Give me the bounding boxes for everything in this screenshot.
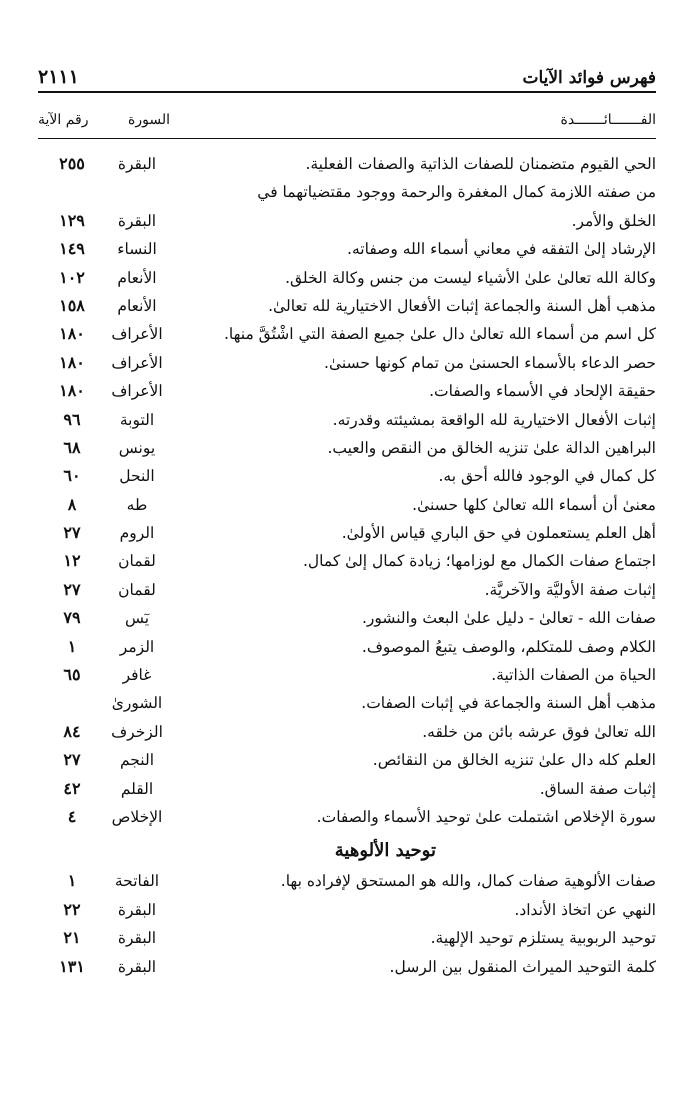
surah-name: الأعراف xyxy=(111,325,163,344)
verse-number: ٢٢ xyxy=(63,899,81,919)
fact-text: إثبات صفة الساق. xyxy=(539,779,656,798)
verse-number: ١٢٩ xyxy=(59,210,85,230)
verse-number: ٦٥ xyxy=(63,665,81,685)
verse-number: ٢١ xyxy=(63,928,81,948)
surah-name: طه xyxy=(126,495,148,514)
verse-number: ٢٧ xyxy=(63,750,81,770)
fact-text: سورة الإخلاص اشتملت علىٰ توحيد الأسماء والصفات. xyxy=(316,807,656,826)
index-row xyxy=(38,689,656,717)
index-row xyxy=(38,896,656,924)
index-entries xyxy=(38,150,656,981)
verse-number: ٢٧ xyxy=(63,579,81,599)
surah-name: يٓس xyxy=(124,609,150,628)
verse-number: ٢٧ xyxy=(63,523,81,543)
fact-text: وكالة الله تعالىٰ علىٰ الأشياء ليست من جنس وكالة الخلق. xyxy=(285,268,656,287)
column-header-surah: السورة xyxy=(128,112,170,128)
verse-number: ١٨٠ xyxy=(59,381,85,401)
column-header-verse: رقم الآية xyxy=(38,112,89,128)
section-heading xyxy=(38,831,656,867)
surah-name: الزمر xyxy=(119,637,155,656)
surah-name: الأنعام xyxy=(117,296,157,315)
surah-name: لقمان xyxy=(118,552,156,571)
surah-name: التوبة xyxy=(119,410,155,429)
fact-text: أهل العلم يستعملون في حق الباري قياس الأولىٰ. xyxy=(341,524,656,543)
fact-text: إثبات صفة الأوليَّة والآخريَّة. xyxy=(484,580,656,599)
fact-text: الخلق والأمر. xyxy=(571,211,656,230)
surah-name: الأنعام xyxy=(117,268,157,287)
verse-number: ١٨٠ xyxy=(59,324,85,344)
fact-text: حصر الدعاء بالأسماء الحسنىٰ من تمام كونها حسنىٰ. xyxy=(324,353,656,372)
fact-text: حقيقة الإلحاد في الأسماء والصفات. xyxy=(429,382,656,401)
verse-number: ١٢ xyxy=(63,551,81,571)
surah-name: لقمان xyxy=(118,580,156,599)
verse-number: ١٣١ xyxy=(59,956,85,976)
fact-text: الإرشاد إلىٰ التفقه في معاني أسماء الله وصفاته. xyxy=(347,240,656,259)
verse-number: ١٨٠ xyxy=(59,352,85,372)
verse-number: ٨ xyxy=(67,494,77,514)
index-row xyxy=(38,377,656,405)
surah-name: البقرة xyxy=(117,957,157,976)
index-row xyxy=(38,746,656,774)
verse-number: ١ xyxy=(67,871,77,891)
verse-number: ٤٢ xyxy=(63,778,81,798)
fact-text: من صفته اللازمة كمال المغفرة والرحمة ووجود مقتضياتهما في xyxy=(257,183,656,202)
fact-text: توحيد الربوبية يستلزم توحيد الإلهية. xyxy=(430,929,656,948)
fact-text: الكلام وصف للمتكلم، والوصف يتبعُ الموصوف. xyxy=(361,637,656,656)
fact-text: العلم كله دال علىٰ تنزيه الخالق من النقائص. xyxy=(372,751,656,770)
column-headers xyxy=(38,112,656,134)
page-number: ٢١١١ xyxy=(38,66,79,88)
surah-name: الشورىٰ xyxy=(111,694,163,713)
index-row xyxy=(38,320,656,348)
verse-number: ٤ xyxy=(67,806,77,826)
verse-number: ١٥٨ xyxy=(59,295,85,315)
index-row xyxy=(38,519,656,547)
index-row xyxy=(38,434,656,462)
verse-number: ٨٤ xyxy=(63,721,81,741)
index-row xyxy=(38,604,656,632)
index-row xyxy=(38,803,656,831)
fact-text: البراهين الدالة علىٰ تنزيه الخالق من النقص والعيب. xyxy=(327,438,656,457)
section-heading-text: توحيد الألوهية xyxy=(334,840,436,862)
surah-name: البقرة xyxy=(117,155,157,173)
index-row xyxy=(38,775,656,803)
surah-name: البقرة xyxy=(117,929,157,948)
surah-name: النساء xyxy=(117,240,157,259)
surah-name: الإخلاص xyxy=(111,807,163,826)
running-title: فهرس فوائد الآيات xyxy=(522,68,656,88)
index-row xyxy=(38,576,656,604)
fact-text: كل كمال في الوجود فالله أحق به. xyxy=(438,467,656,486)
fact-text: كلمة التوحيد الميراث المنقول بين الرسل. xyxy=(389,957,656,976)
index-row xyxy=(38,953,656,981)
index-row xyxy=(38,924,656,952)
surah-name: الفاتحة xyxy=(114,872,160,891)
fact-text: الحي القيوم متضمنان للصفات الذاتية والصفات الفعلية. xyxy=(305,155,656,173)
running-head xyxy=(38,58,656,88)
verse-number: ٧٩ xyxy=(63,608,81,628)
index-row xyxy=(38,207,656,235)
surah-name: الأعراف xyxy=(111,353,163,372)
column-header-fact: الفـــــــائـــــــدة xyxy=(560,112,656,128)
index-row xyxy=(38,661,656,689)
index-row xyxy=(38,178,656,206)
surah-name: البقرة xyxy=(117,211,157,230)
index-row xyxy=(38,150,656,178)
verse-number: ١٠٢ xyxy=(59,267,85,287)
verse-number: ٩٦ xyxy=(63,409,81,429)
index-row xyxy=(38,235,656,263)
verse-number: ٦٠ xyxy=(63,466,81,486)
surah-name: البقرة xyxy=(117,900,157,919)
index-row xyxy=(38,349,656,377)
index-row xyxy=(38,867,656,895)
fact-text: مذهب أهل السنة والجماعة إثبات الأفعال الاختيارية لله تعالىٰ. xyxy=(268,296,656,315)
surah-name: غافر xyxy=(122,666,152,685)
verse-number: ٢٥٥ xyxy=(59,154,85,173)
index-row xyxy=(38,547,656,575)
fact-text: معنىٰ أن أسماء الله تعالىٰ كلها حسنىٰ. xyxy=(412,495,656,514)
index-row xyxy=(38,406,656,434)
surah-name: الروم xyxy=(119,524,155,543)
surah-name: القلم xyxy=(120,779,154,798)
fact-text: النهي عن اتخاذ الأنداد. xyxy=(514,900,656,919)
index-row xyxy=(38,718,656,746)
surah-name: الزخرف xyxy=(111,722,163,741)
fact-text: كل اسم من أسماء الله تعالىٰ دال علىٰ جميع الصفة التي اشْتُقَّ منها. xyxy=(223,325,656,344)
header-rule xyxy=(38,91,656,93)
verse-number: ١ xyxy=(67,636,77,656)
column-header-rule xyxy=(38,138,656,139)
index-row xyxy=(38,462,656,490)
index-row xyxy=(38,264,656,292)
fact-text: اجتماع صفات الكمال مع لوزامها؛ زيادة كمال إلىٰ كمال. xyxy=(302,552,656,571)
surah-name: النجم xyxy=(119,751,155,770)
verse-number: ٦٨ xyxy=(63,437,81,457)
index-row xyxy=(38,633,656,661)
fact-text: الحياة من الصفات الذاتية. xyxy=(491,666,656,685)
fact-text: صفات الله - تعالىٰ - دليل علىٰ البعث والنشور. xyxy=(361,609,656,628)
surah-name: النحل xyxy=(119,467,155,486)
index-row xyxy=(38,292,656,320)
fact-text: مذهب أهل السنة والجماعة في إثبات الصفات. xyxy=(361,694,656,713)
fact-text: الله تعالىٰ فوق عرشه بائن من خلقه. xyxy=(422,722,656,741)
fact-text: إثبات الأفعال الاختيارية لله الواقعة بمشيئته وقدرته. xyxy=(332,410,656,429)
fact-text: صفات الألوهية صفات كمال، والله هو المستحق لإفراده بها. xyxy=(280,872,656,891)
index-row xyxy=(38,491,656,519)
verse-number: ١٤٩ xyxy=(59,239,85,259)
surah-name: الأعراف xyxy=(111,382,163,401)
surah-name: يونس xyxy=(118,438,156,457)
